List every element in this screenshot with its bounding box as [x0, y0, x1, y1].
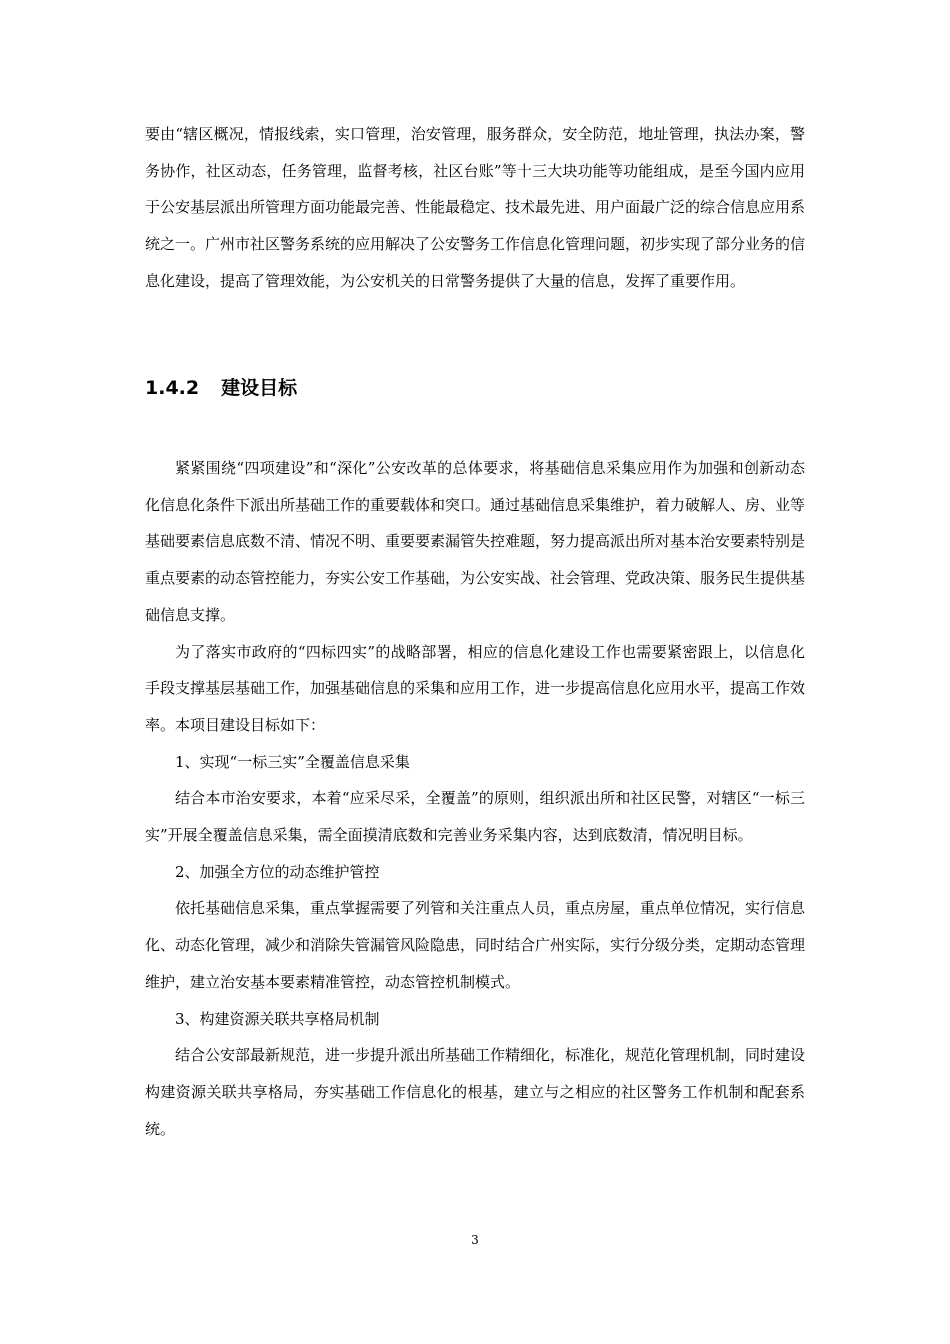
paragraph-deployment: 为了落实市政府的“四标四实”的战略部署，相应的信息化建设工作也需要紧密跟上，以信息化手段支撑基层基础工作，加强基础信息的采集和应用工作，进一步提高信息化应用水平，提高工作效率。本项目建设目标如下：	[145, 642, 806, 734]
goal-body-1: 结合本市治安要求，本着“应采尽采，全覆盖”的原则，组织派出所和社区民警，对辖区“一标三实”开展全覆盖信息采集，需全面摸清底数和完善业务采集内容，达到底数清，情况明目标。	[145, 789, 805, 845]
section-number: 1.4.2	[145, 377, 200, 399]
goal-body-2: 依托基础信息采集，重点掌握需要了列管和关注重点人员，重点房屋，重点单位情况，实行信息化、动态化管理，减少和消除失管漏管风险隐患，同时结合广州实际，实行分级分类，定期动态管理维护，建立治安基本要素精准管控，动态管控机制模式。	[145, 899, 806, 991]
section-heading	[145, 370, 297, 406]
goal-heading-2: 2、加强全方位的动态维护管控	[175, 862, 380, 881]
section-title: 建设目标	[221, 377, 298, 399]
intro-paragraph: 要由“辖区概况，情报线索，实口管理，治安管理，服务群众，安全防范，地址管理，执法办案，警务协作，社区动态，任务管理，监督考核，社区台账”等十三大块功能等功能组成，是至今国内应用于公安基层派出所管理方面功能最完善、性能最稳定、技术最先进、用户面最广泛的综合信息应用系统之一。广州市社区警务系统的应用解决了公安警务工作信息化管理问题，初步实现了部分业务的信息化建设，提高了管理效能，为公安机关的日常警务提供了大量的信息，发挥了重要作用。	[145, 125, 806, 290]
intro-block	[145, 116, 805, 300]
page-number: 3	[471, 1233, 479, 1247]
body-block	[145, 450, 805, 1147]
goal-body-3: 结合公安部最新规范，进一步提升派出所基础工作精细化，标准化，规范化管理机制，同时建设构建资源关联共享格局，夯实基础工作信息化的根基，建立与之相应的社区警务工作机制和配套系统。	[145, 1046, 806, 1138]
goal-heading-1: 1、实现“一标三实”全覆盖信息采集	[175, 752, 410, 771]
goal-heading-3: 3、构建资源关联共享格局机制	[175, 1009, 380, 1028]
paragraph-overview: 紧紧围绕“四项建设”和“深化”公安改革的总体要求，将基础信息采集应用作为加强和创新动态化信息化条件下派出所基础工作的重要载体和突口。通过基础信息采集维护，着力破解人、房、业等基础要素信息底数不清、情况不明、重要要素漏管失控难题，努力提高派出所对基本治安要素特别是重点要素的动态管控能力，夯实公安工作基础，为公安实战、社会管理、党政决策、服务民生提供基础信息支撑。	[145, 459, 806, 624]
